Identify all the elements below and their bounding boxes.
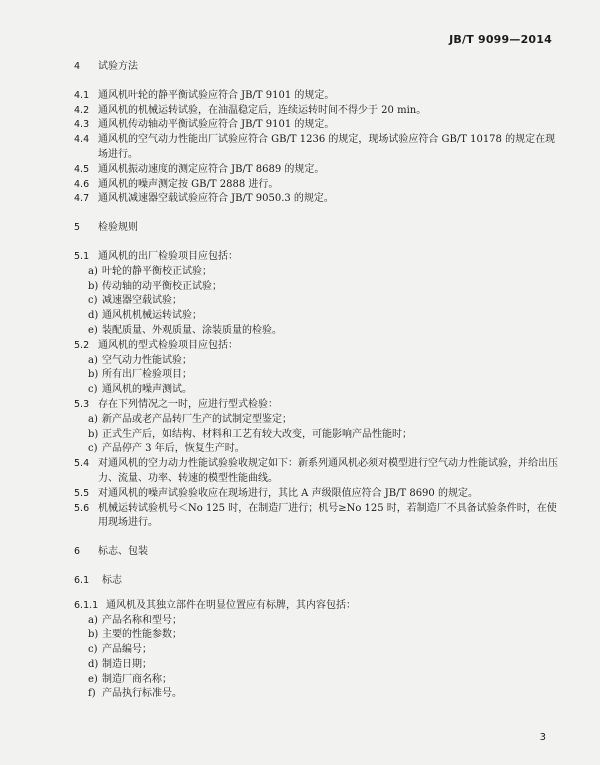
list-text: 主要的性能参数； (102, 629, 182, 641)
clause-number: 4.7 (74, 193, 90, 205)
list-item (88, 643, 562, 658)
clause-text: 通风机减速器空载试验应符合 JB/T 9050.3 的规定。 (98, 193, 334, 205)
clause-4-1 (74, 89, 562, 104)
section-4-heading (74, 60, 562, 75)
clause-number: 5.5 (74, 487, 90, 499)
list-label: e) (88, 673, 98, 685)
list-item (88, 383, 562, 398)
clause-text: 通风机叶轮的静平衡试验应符合 JB/T 9101 的规定。 (98, 89, 335, 101)
clause-text: 对通风机的噪声试验验收应在现场进行，其比 A 声级限值应符合 JB/T 8690 的规定。 (98, 487, 478, 499)
clause-text: 通风机及其独立部件在明显位置应有标牌，其内容包括： (106, 599, 356, 611)
list-label: c) (88, 443, 98, 455)
list-text: 传动轴的动平衡校正试验； (102, 280, 222, 292)
clause-number: 6.1.1 (74, 599, 99, 611)
clause-number: 5.2 (74, 339, 90, 351)
clause-text: 通风机的出厂检验项目应包括： (98, 250, 238, 262)
clause-number: 5.6 (74, 502, 90, 514)
list-label: d) (88, 658, 99, 670)
clause-5-4 (74, 457, 562, 487)
clause-6-1-1 (74, 599, 562, 614)
clause-text: 通风机的噪声测定按 GB/T 2888 进行。 (98, 178, 279, 190)
list-text: 产品执行标准号。 (102, 688, 182, 700)
page-number: 3 (539, 732, 546, 743)
list-label: a) (88, 354, 98, 366)
list-label: a) (88, 614, 98, 626)
clause-number: 4.5 (74, 163, 90, 175)
list-label: f) (88, 688, 96, 700)
list-text: 减速器空载试验； (102, 295, 182, 307)
clause-4-2 (74, 104, 562, 119)
list-item (88, 280, 562, 295)
clause-number: 4.3 (74, 119, 90, 131)
list-text: 空气动力性能试验； (102, 354, 192, 366)
section-6-heading (74, 545, 562, 560)
list-text: 制造厂商名称； (102, 673, 172, 685)
list-text: 新产品或老产品转厂生产的试制定型鉴定； (102, 413, 292, 425)
document-code: JB/T 9099—2014 (449, 33, 552, 46)
list-item (88, 687, 562, 702)
clause-text: 通风机的型式检验项目应包括： (98, 339, 238, 351)
clause-text: 对通风机的空力动力性能试验验收规定如下：新系列通风机必须对模型进行空气动力性能试验，并给出压力、流量、功率、转速的模型性能曲线。 (98, 458, 558, 484)
list-text: 装配质量、外观质量、涂装质量的检验。 (102, 324, 282, 336)
section-title: 试验方法 (98, 61, 138, 72)
list-label: c) (88, 295, 98, 307)
list-text: 叶轮的静平衡校正试验； (102, 265, 212, 277)
clause-number: 5.1 (74, 250, 90, 262)
list-item (88, 354, 562, 369)
list-item (88, 658, 562, 673)
clause-5-5 (74, 487, 562, 502)
section-number: 6.1 (74, 574, 90, 586)
list-item (88, 265, 562, 280)
list-label: c) (88, 384, 98, 396)
list-item (88, 442, 562, 457)
list-item (88, 614, 562, 629)
subsection-6-1-heading (74, 574, 562, 589)
list-item (88, 324, 562, 339)
clause-5-1 (74, 250, 562, 265)
clause-number: 5.3 (74, 398, 90, 410)
list-text: 产品停产 3 年后，恢复生产时。 (102, 443, 245, 455)
clause-text: 通风机传动轴动平衡试验应符合 JB/T 9101 的规定。 (98, 119, 335, 131)
list-label: d) (88, 310, 99, 322)
list-text: 通风机的噪声测试。 (102, 384, 192, 396)
list-item (88, 368, 562, 383)
list-label: b) (88, 369, 99, 381)
clause-5-6 (74, 502, 562, 532)
list-label: e) (88, 324, 98, 336)
section-title: 检验规则 (98, 222, 138, 234)
section-title: 标志、包装 (98, 546, 148, 558)
list-item (88, 413, 562, 428)
clause-4-4 (74, 133, 562, 163)
clause-4-7 (74, 192, 562, 207)
list-text: 产品编号； (102, 644, 152, 656)
clause-5-2 (74, 339, 562, 354)
list-item (88, 428, 562, 443)
clause-text: 通风机的空气动力性能出厂试验应符合 GB/T 1236 的规定，现场试验应符合 GB/T 10178 的规定在现场进行。 (98, 134, 556, 160)
clause-text: 通风机的机械运转试验，在油温稳定后，连续运转时间不得少于 20 min。 (98, 104, 427, 116)
list-text: 产品名称和型号； (102, 614, 182, 626)
list-label: b) (88, 629, 99, 641)
clause-text: 存在下列情况之一时，应进行型式检验： (98, 398, 278, 410)
clause-number: 4.4 (74, 134, 90, 146)
page-body (74, 60, 562, 702)
list-item (88, 673, 562, 688)
clause-4-3 (74, 118, 562, 133)
clause-4-5 (74, 163, 562, 178)
list-text: 正式生产后，如结构、材料和工艺有较大改变，可能影响产品性能时； (102, 428, 412, 440)
clause-text: 通风机振动速度的测定应符合 JB/T 8689 的规定。 (98, 163, 325, 175)
section-title: 标志 (102, 574, 122, 586)
list-item (88, 309, 562, 324)
list-text: 所有出厂检验项目； (102, 369, 192, 381)
clause-number: 5.4 (74, 458, 90, 470)
clause-number: 4.6 (74, 178, 90, 190)
section-number: 5 (74, 222, 81, 234)
clause-text: 机械运转试验机号＜No 125 时，在制造厂进行；机号≥No 125 时，若制造厂不具备试验条件时，在使用现场进行。 (98, 502, 557, 529)
list-item (88, 294, 562, 309)
list-label: a) (88, 265, 98, 277)
clause-number: 4.1 (74, 89, 90, 101)
section-number: 6 (74, 546, 81, 558)
list-label: a) (88, 413, 98, 425)
clause-4-6 (74, 178, 562, 193)
list-label: b) (88, 428, 99, 440)
clause-number: 4.2 (74, 104, 90, 116)
clause-5-3 (74, 398, 562, 413)
section-5-heading (74, 221, 562, 236)
list-label: c) (88, 644, 98, 656)
section-number: 4 (74, 61, 81, 72)
list-item (88, 628, 562, 643)
list-text: 制造日期； (102, 658, 152, 670)
list-label: b) (88, 280, 99, 292)
list-text: 通风机机械运转试验； (102, 310, 202, 322)
